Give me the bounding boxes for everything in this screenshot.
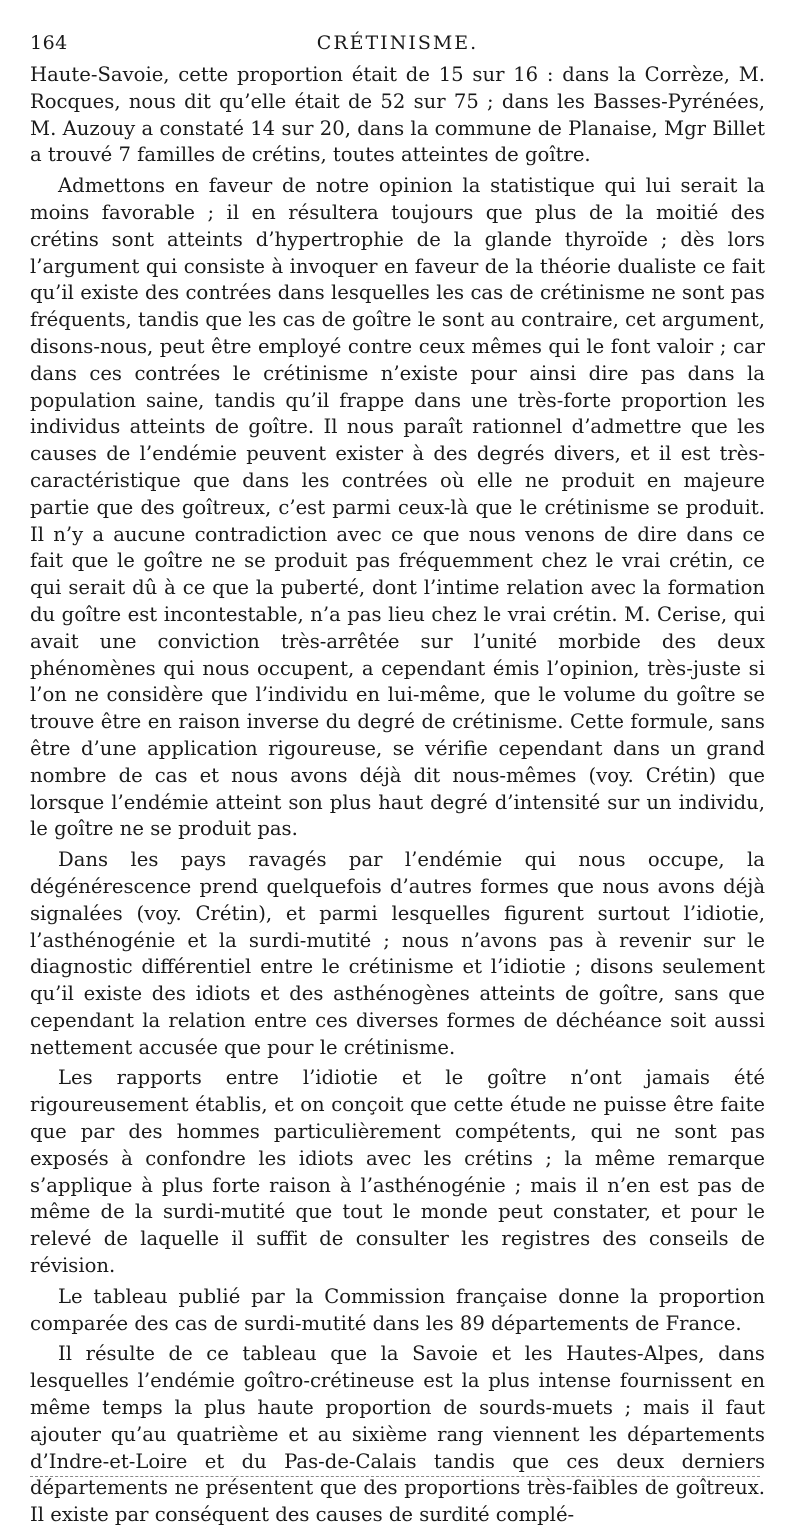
- paragraph: Les rapports entre l’idiotie et le goître n’ont jamais été rigoureusement établis, et on conçoit que cette étude ne puisse être faite que par des hommes particulièrement compétents, qui ne sont pas exposés à confondre les idiots avec les crétins ; la même remarque s’applique à plus forte raison à l’asthénogénie ; mais il n’en est pas de même de la surdi-mutité que tout le monde peut constater, et pour le relevé de laquelle il suffit de consulter les registres des conseils de révision.: [30, 1066, 765, 1278]
- paragraph-continuation: Haute-Savoie, cette proportion était de 15 sur 16 : dans la Corrèze, M. Rocques, nous dit qu’elle était de 52 sur 75 ; dans les Basses-Pyrénées, M. Auzouy a constaté 14 sur 20, dans la commune de Planaise, Mgr Billet a trouvé 7 familles de crétins, toutes atteintes de goître.: [30, 63, 765, 167]
- paragraph: Le tableau publié par la Commission française donne la proportion comparée des cas de surdi-mutité dans les 89 départements de France.: [30, 1284, 765, 1335]
- page-number: 164: [30, 32, 68, 54]
- page-header: [30, 32, 765, 62]
- paragraph: Il résulte de ce tableau que la Savoie et les Hautes-Alpes, dans lesquelles l’endémie goîtro-crétineuse est la plus intense fournissent en même temps la plus haute proportion de sourds-muets ; mais il faut ajouter qu’au quatrième et au sixième rang viennent les départements d’Indre-et-Loire et du Pas-de-Calais tandis que ces deux derniers départements ne présentent que des proportions très-faibles de goîtreux. Il existe par conséquent des causes de surdité complé-: [30, 1342, 765, 1527]
- document-page: [30, 32, 765, 1529]
- paragraph: Dans les pays ravagés par l’endémie qui nous occupe, la dégénérescence prend quelquefois d’autres formes que nous avons déjà signalées (voy. Crétin), et parmi lesquelles figurent surtout l’idiotie, l’asthénogénie et la surdi-mutité ; nous n’avons pas à revenir sur le diagnostic différentiel entre le crétinisme et l’idiotie ; disons seulement qu’il existe des idiots et des asthénogènes atteints de goître, sans que cependant la relation entre ces diverses formes de déchéance soit aussi nettement accusée que pour le crétinisme.: [30, 848, 765, 1059]
- running-title: CRÉTINISME.: [316, 32, 479, 54]
- paragraph: Admettons en faveur de notre opinion la statistique qui lui serait la moins favorable ; il en résultera toujours que plus de la moitié des crétins sont atteints d’hypertrophie de la glande thyroïde ; dès lors l’argument qui consiste à invoquer en faveur de la théorie dualiste ce fait qu’il existe des contrées dans lesquelles les cas de crétinisme ne sont pas fréquents, tandis que les cas de goître le sont au contraire, cet argument, disons-nous, peut être employé contre ceux mêmes qui le font valoir ; car dans ces contrées le crétinisme n’existe pour ainsi dire pas dans la population saine, tandis qu’il frappe dans une très-forte proportion les individus atteints de goître. Il nous paraît rationnel d’admettre que les causes de l’endémie peuvent exister à des degrés divers, et il est très-caractéristique que dans les contrées où elle ne produit en majeure partie que des goîtreux, c’est parmi ceux-là que le crétinisme se produit. Il n’y a aucune contradiction avec ce que nous venons de dire dans ce fait que le goître ne se produit pas fréquemment chez le vrai crétin, ce qui serait dû à ce que la puberté, dont l’intime relation avec la formation du goître est incontestable, n’a pas lieu chez le vrai crétin. M. Cerise, qui avait une conviction très-arrêtée sur l’unité morbide des deux phénomènes qui nous occupent, a cependant émis l’opinion, très-juste si l’on ne considère que l’individu en lui-même, que le volume du goître se trouve être en raison inverse du degré de crétinisme. Cette formule, sans être d’une application rigoureuse, se vérifie cependant dans un grand nombre de cas et nous avons déjà dit nous-mêmes (voy. Crétin) que lorsque l’endémie atteint son plus haut degré d’intensité sur un individu, le goître ne se produit pas.: [30, 174, 765, 841]
- body-text: [30, 62, 765, 1529]
- footer-dotted-rule: [30, 1476, 760, 1477]
